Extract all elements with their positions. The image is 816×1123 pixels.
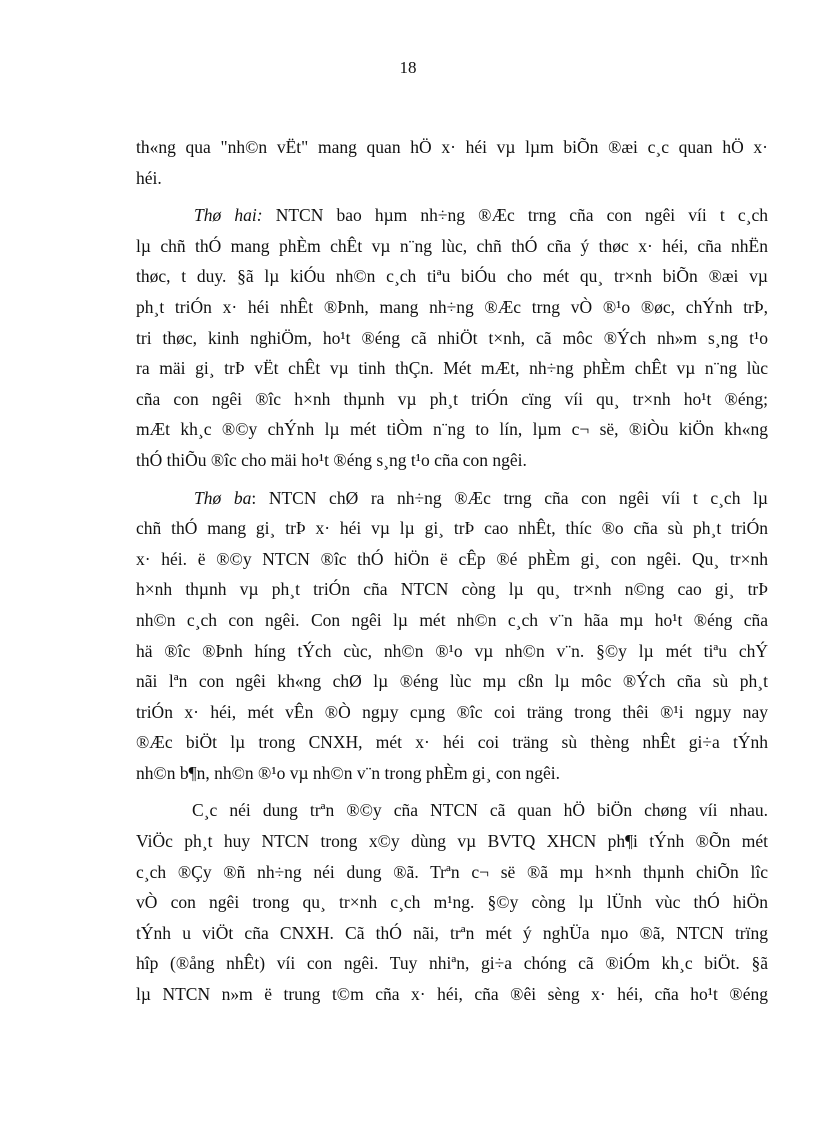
text-line: mÆt kh¸c ®©y chÝnh lµ mét tiÒm n¨ng to lín, lµm c¬ së, ®iÒu kiÖn kh«ng <box>136 419 768 440</box>
text-line: C¸c néi dung trªn ®©y cña NTCN cã quan hÖ biÖn chøng víi nhau. <box>192 800 768 821</box>
text-line: tri thøc, kinh nghiÖm, ho¹t ®éng cã nhiÖt t×nh, cã môc ®Ých nh»m s¸ng t¹o <box>136 327 768 348</box>
text-line: héi. <box>136 167 162 188</box>
text-line: hîp (®ång nhÊt) víi con ngêi. Tuy nhiªn, gi÷a chóng cã ®iÓm kh¸c biÖt. §ã <box>136 953 768 974</box>
paragraph-3 <box>136 483 768 789</box>
text-line: vÒ con ngêi trong qu¸ tr×nh c¸ch m¹ng. §©y còng lµ lÜnh vùc thÓ hiÖn <box>136 892 768 913</box>
text-line: cña con ngêi ®îc h×nh thµnh vµ ph¸t triÓn cïng víi qu¸ tr×nh ho¹t ®éng; <box>136 388 768 409</box>
text-line <box>136 483 768 514</box>
page-number: 18 <box>399 58 417 77</box>
text-line: tÝnh u viÖt cña CNXH. Cã thÓ nãi, trªn mét ý nghÜa nµo ®ã, NTCN trïng <box>136 922 768 943</box>
text-line: ®Æc biÖt lµ trong CNXH, mét x· héi coi träng sù thèng nhÊt gi÷a tÝnh <box>136 732 768 753</box>
text-line: x· héi. ë ®©y NTCN ®îc thÓ hiÖn ë cÊp ®é phÈm gi¸ con ngêi. Qu¸ tr×nh <box>136 548 768 569</box>
text-line-rest: : NTCN chØ ra nh÷ng ®Æc trng cña con ngêi víi t c¸ch lµ <box>251 487 768 508</box>
paragraph-lead: Thø hai: <box>194 205 263 226</box>
paragraph-2 <box>136 200 768 475</box>
text-line: thøc, t duy. §ã lµ kiÓu nh©n c¸ch tiªu biÓu cho mét qu¸ tr×nh biÕn ®æi vµ <box>136 266 768 287</box>
text-line: hä ®îc ®Þnh híng tÝch cùc, nh©n ®¹o vµ nh©n v¨n. §©y lµ mét tiªu chÝ <box>136 640 768 661</box>
text-line-rest: NTCN bao hµm nh÷ng ®Æc trng cña con ngêi víi t c¸ch <box>262 205 768 226</box>
text-line: c¸ch ®Çy ®ñ nh÷ng néi dung ®ã. Trªn c¬ së ®ã mµ h×nh thµnh chiÕn lîc <box>136 861 768 882</box>
text-line <box>136 200 768 231</box>
paragraph-4 <box>136 795 768 1009</box>
text-line: nãi lªn con ngêi kh«ng chØ lµ ®éng lùc mµ cßn lµ môc ®Ých cña sù ph¸t <box>136 671 768 692</box>
text-line: th«ng qua "nh©n vËt" mang quan hÖ x· héi vµ lµm biÕn ®æi c¸c quan hÖ x· <box>136 137 768 157</box>
text-line: chñ thÓ mang gi¸ trÞ x· héi vµ lµ gi¸ trÞ cao nhÊt, thíc ®o cña sù ph¸t triÓn <box>136 518 768 539</box>
text-line: ra mäi gi¸ trÞ vËt chÊt vµ tinh thÇn. Mét mÆt, nh÷ng phÈm chÊt vµ n¨ng lùc <box>136 358 768 379</box>
paragraph-lead: Thø ba <box>194 487 252 508</box>
text-line: thÓ thiÕu ®îc cho mäi ho¹t ®éng s¸ng t¹o cña con ngêi. <box>136 449 527 470</box>
text-line: triÓn x· héi, mét vÊn ®Ò ngµy cµng ®îc coi träng trong thêi ®¹i ngµy nay <box>136 701 768 722</box>
text-line: h×nh thµnh vµ ph¸t triÓn cña NTCN còng lµ qu¸ tr×nh n©ng cao gi¸ trÞ <box>136 579 768 600</box>
text-line: ph¸t triÓn x· héi nhÊt ®Þnh, mang nh÷ng ®Æc trng vÒ ®¹o ®øc, chÝnh trÞ, <box>136 296 768 317</box>
body-text <box>136 132 768 1017</box>
paragraph-1 <box>136 132 768 193</box>
text-line: ViÖc ph¸t huy NTCN trong x©y dùng vµ BVTQ XHCN ph¶i tÝnh ®Õn mét <box>136 831 768 852</box>
text-line: lµ chñ thÓ mang phÈm chÊt vµ n¨ng lùc, chñ thÓ cña ý thøc x· héi, cña nhËn <box>136 235 768 256</box>
text-line: nh©n c¸ch con ngêi. Con ngêi lµ mét nh©n c¸ch v¨n hãa mµ ho¹t ®éng cña <box>136 609 768 630</box>
text-line: nh©n b¶n, nh©n ®¹o vµ nh©n v¨n trong phÈm gi¸ con ngêi. <box>136 762 560 783</box>
text-line: lµ NTCN n»m ë trung t©m cña x· héi, cña ®êi sèng x· héi, cña ho¹t ®éng <box>136 984 768 1005</box>
